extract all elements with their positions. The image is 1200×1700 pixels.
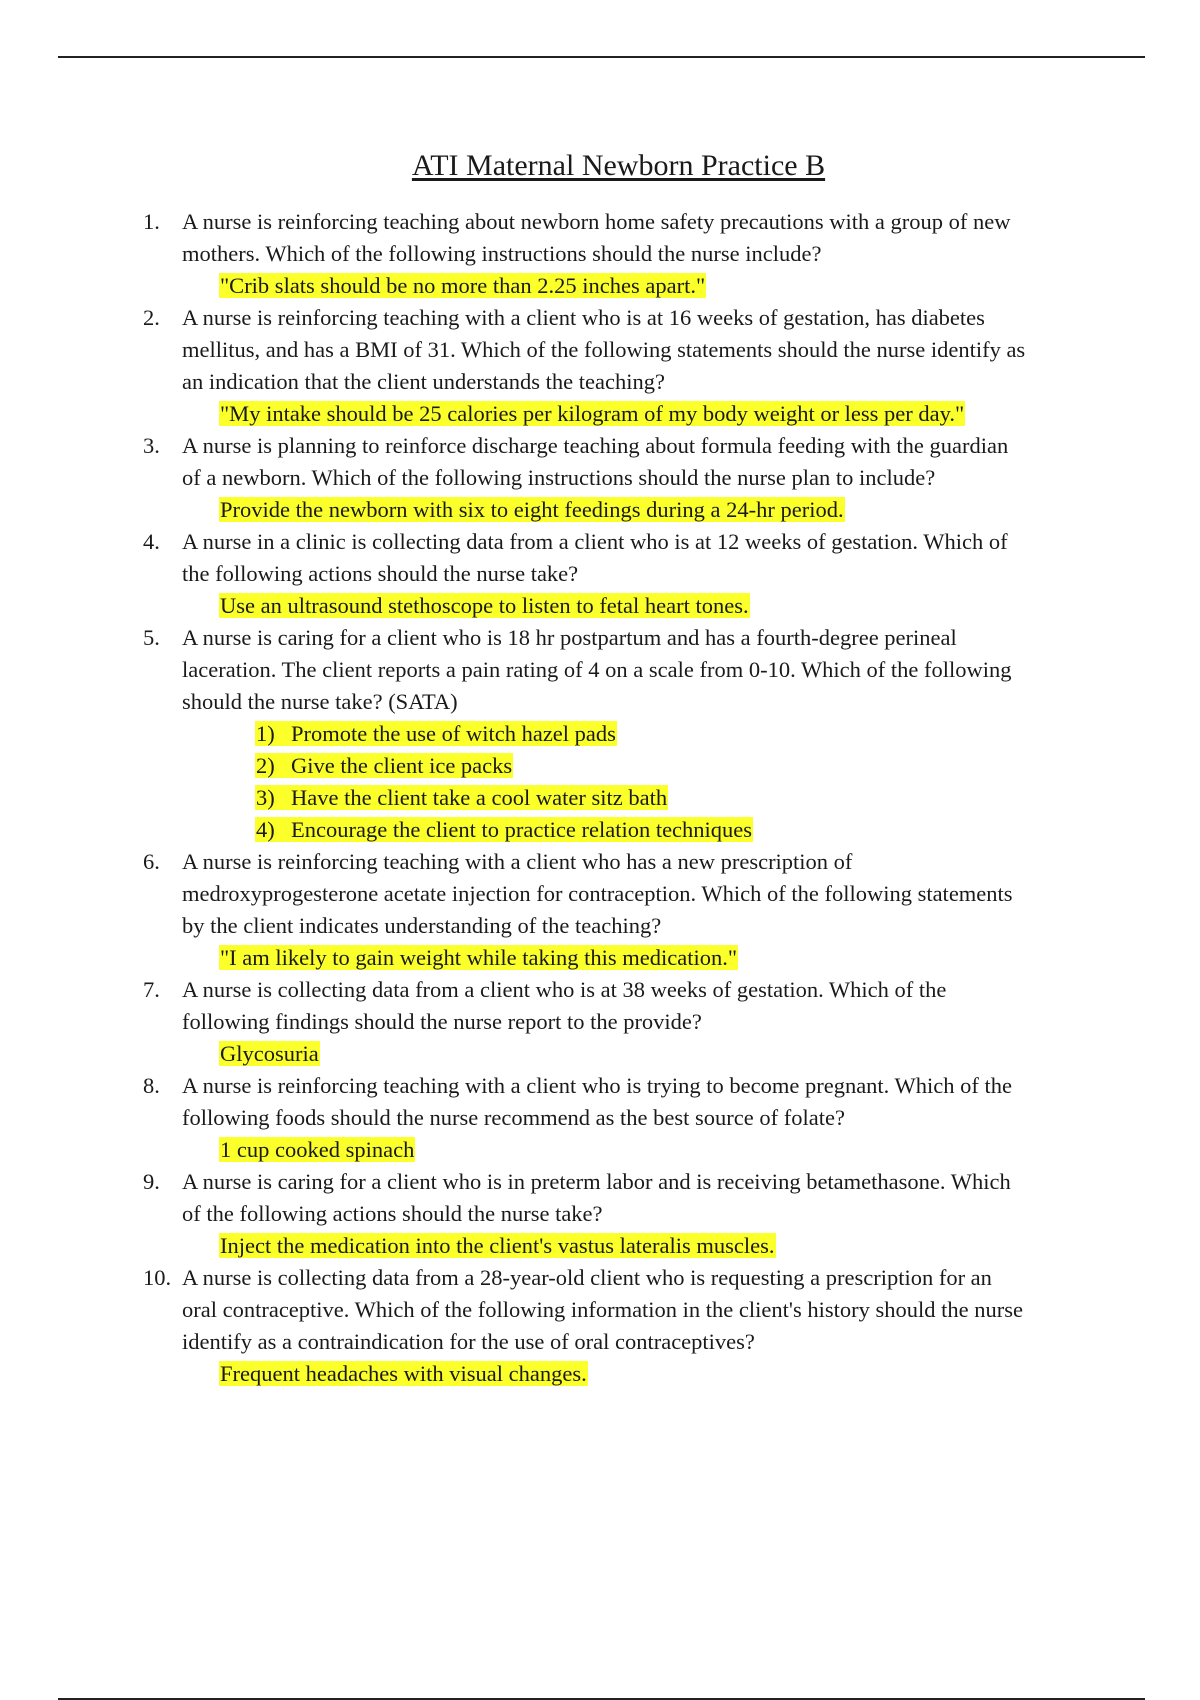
highlighted-answer: "My intake should be 25 calories per kilogram of my body weight or less per day." — [220, 401, 965, 426]
sub-answer-line — [182, 718, 1103, 750]
question-text-line: identify as a contraindication for the use of oral contraceptives? — [182, 1329, 755, 1354]
question-number: 8. — [143, 1073, 160, 1098]
highlighted-sub-answer — [255, 721, 617, 746]
question-text-line: A nurse is planning to reinforce discharge teaching about formula feeding with the guardian — [182, 433, 1009, 458]
question-item — [143, 526, 1103, 622]
highlighted-sub-answer — [255, 753, 513, 778]
highlighted-sub-answer — [255, 785, 668, 810]
question-text-line: A nurse is caring for a client who is in preterm labor and is receiving betamethasone. Which — [182, 1169, 1011, 1194]
question-number: 7. — [143, 977, 160, 1002]
question-text-line: mellitus, and has a BMI of 31. Which of the following statements should the nurse identify as — [182, 337, 1026, 362]
question-item — [143, 974, 1103, 1070]
question-text-line: following findings should the nurse report to the provide? — [182, 1009, 702, 1034]
highlighted-answer: Inject the medication into the client's vastus lateralis muscles. — [220, 1233, 775, 1258]
question-text-line: of the following actions should the nurse take? — [182, 1201, 603, 1226]
question-text-line: medroxyprogesterone acetate injection for contraception. Which of the following statements — [182, 881, 1013, 906]
question-item — [143, 1166, 1103, 1262]
answer-line — [182, 494, 1103, 526]
question-text-line: A nurse is reinforcing teaching with a client who is trying to become pregnant. Which of the — [182, 1073, 1012, 1098]
answer-line — [182, 1134, 1103, 1166]
question-number: 3. — [143, 433, 160, 458]
highlighted-answer: Glycosuria — [220, 1041, 319, 1066]
question-text-line: should the nurse take? (SATA) — [182, 689, 458, 714]
question-number: 1. — [143, 209, 160, 234]
question-text-line: A nurse is collecting data from a 28-year-old client who is requesting a prescription for an — [182, 1265, 992, 1290]
question-item — [143, 1262, 1103, 1390]
highlighted-answer: Provide the newborn with six to eight feedings during a 24-hr period. — [220, 497, 844, 522]
top-rule — [58, 56, 1145, 58]
question-text-line: of a newborn. Which of the following instructions should the nurse plan to include? — [182, 465, 936, 490]
answer-line — [182, 1358, 1103, 1390]
answer-line — [182, 590, 1103, 622]
sub-answer-number: 1) — [256, 721, 275, 746]
question-text-line: laceration. The client reports a pain rating of 4 on a scale from 0-10. Which of the following — [182, 657, 1012, 682]
answer-line — [182, 1038, 1103, 1070]
sub-answer-line — [182, 750, 1103, 782]
question-text-line: oral contraceptive. Which of the following information in the client's history should the nurse — [182, 1297, 1023, 1322]
highlighted-answer: Frequent headaches with visual changes. — [220, 1361, 587, 1386]
sub-answer-line — [182, 814, 1103, 846]
document-title: ATI Maternal Newborn Practice B — [411, 149, 826, 182]
question-text-line: the following actions should the nurse take? — [182, 561, 579, 586]
sub-answer-number: 2) — [256, 753, 275, 778]
question-number: 6. — [143, 849, 160, 874]
sub-answer-text: Give the client ice packs — [291, 753, 513, 778]
question-text-line: A nurse is reinforcing teaching with a client who has a new prescription of — [182, 849, 853, 874]
highlighted-sub-answer — [255, 817, 753, 842]
question-text-line: A nurse is collecting data from a client who is at 38 weeks of gestation. Which of the — [182, 977, 947, 1002]
question-item — [143, 302, 1103, 430]
question-item — [143, 430, 1103, 526]
question-text-line: an indication that the client understands the teaching? — [182, 369, 665, 394]
question-list — [143, 206, 1103, 1390]
question-text-line: A nurse in a clinic is collecting data from a client who is at 12 weeks of gestation. Which of — [182, 529, 1008, 554]
question-text-line: by the client indicates understanding of the teaching? — [182, 913, 662, 938]
question-text-line: A nurse is caring for a client who is 18 hr postpartum and has a fourth-degree perineal — [182, 625, 957, 650]
question-text-line: mothers. Which of the following instructions should the nurse include? — [182, 241, 822, 266]
question-text-line: A nurse is reinforcing teaching with a client who is at 16 weeks of gestation, has diabetes — [182, 305, 985, 330]
question-number: 4. — [143, 529, 160, 554]
highlighted-answer: "I am likely to gain weight while taking this medication." — [220, 945, 738, 970]
sub-answer-text: Have the client take a cool water sitz bath — [291, 785, 668, 810]
sub-answer-text: Encourage the client to practice relation techniques — [291, 817, 753, 842]
question-item — [143, 846, 1103, 974]
question-number: 5. — [143, 625, 160, 650]
answer-line — [182, 270, 1103, 302]
question-item — [143, 622, 1103, 846]
question-text-line: A nurse is reinforcing teaching about newborn home safety precautions with a group of new — [182, 209, 1011, 234]
question-number: 10. — [143, 1265, 172, 1290]
question-item — [143, 1070, 1103, 1166]
answer-line — [182, 398, 1103, 430]
sub-answer-line — [182, 782, 1103, 814]
answer-line — [182, 942, 1103, 974]
highlighted-answer: Use an ultrasound stethoscope to listen to fetal heart tones. — [220, 593, 749, 618]
question-item — [143, 206, 1103, 302]
sub-answer-number: 4) — [256, 817, 275, 842]
highlighted-answer: "Crib slats should be no more than 2.25 inches apart." — [220, 273, 706, 298]
question-text-line: following foods should the nurse recommend as the best source of folate? — [182, 1105, 845, 1130]
sub-answer-number: 3) — [256, 785, 275, 810]
question-number: 2. — [143, 305, 160, 330]
highlighted-answer: 1 cup cooked spinach — [220, 1137, 415, 1162]
sub-answer-text: Promote the use of witch hazel pads — [291, 721, 616, 746]
answer-line — [182, 1230, 1103, 1262]
question-number: 9. — [143, 1169, 160, 1194]
